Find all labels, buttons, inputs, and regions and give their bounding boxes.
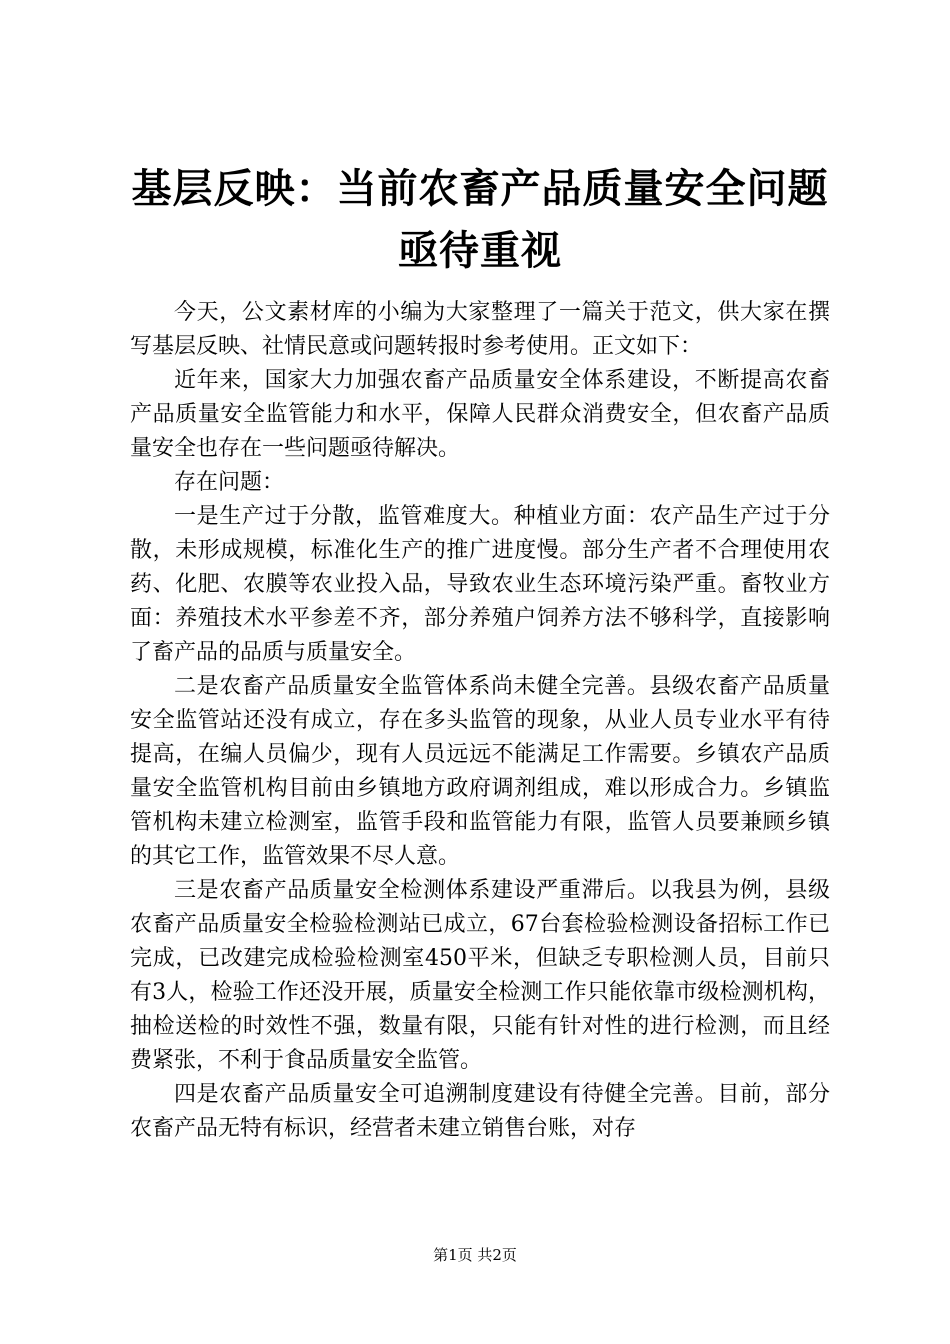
document-title: 基层反映：当前农畜产品质量安全问题亟待重视 [131, 165, 829, 274]
paragraph-problem-2: 二是农畜产品质量安全监管体系尚未健全完善。县级农畜产品质量安全监管站还没有成立，存在多头监管的现象，从业人员专业水平有待提高，在编人员偏少，现有人员远远不能满足工作需要。乡镇农产品质量安全监管机构目前由乡镇地方政府调剂组成，难以形成合力。乡镇监管机构未建立检测室，监管手段和监管能力有限，监管人员要兼顾乡镇的其它工作，监管效果不尽人意。 [130, 674, 830, 869]
paragraph-intro: 今天，公文素材库的小编为大家整理了一篇关于范文，供大家在撰写基层反映、社情民意或问题转报时参考使用。正文如下： [130, 300, 830, 359]
document-body [130, 296, 830, 1146]
paragraph-background: 近年来，国家大力加强农畜产品质量安全体系建设，不断提高农畜产品质量安全监管能力和水平，保障人民群众消费安全，但农畜产品质量安全也存在一些问题亟待解决。 [130, 368, 830, 461]
paragraph-problem-4: 四是农畜产品质量安全可追溯制度建设有待健全完善。目前，部分农畜产品无特有标识，经营者未建立销售台账，对存 [130, 1082, 830, 1141]
page-footer: 第1页 共2页 [433, 1246, 517, 1264]
paragraph-problem-3: 三是农畜产品质量安全检测体系建设严重滞后。以我县为例，县级农畜产品质量安全检验检测站已成立，67台套检验检测设备招标工作已完成，已改建完成检验检测室450平米，但缺乏专职检测人员，目前只有3人，检验工作还没开展，质量安全检测工作只能依靠市级检测机构，抽检送检的时效性不强，数量有限，只能有针对性的进行检测，而且经费紧张，不利于食品质量安全监管。 [130, 878, 830, 1073]
paragraph-problem-1: 一是生产过于分散，监管难度大。种植业方面：农产品生产过于分散，未形成规模，标准化生产的推广进度慢。部分生产者不合理使用农药、化肥、农膜等农业投入品，导致农业生态环境污染严重。畜牧业方面：养殖技术水平参差不齐，部分养殖户饲养方法不够科学，直接影响了畜产品的品质与质量安全。 [130, 504, 830, 665]
paragraph-problems-heading: 存在问题： [174, 470, 285, 495]
